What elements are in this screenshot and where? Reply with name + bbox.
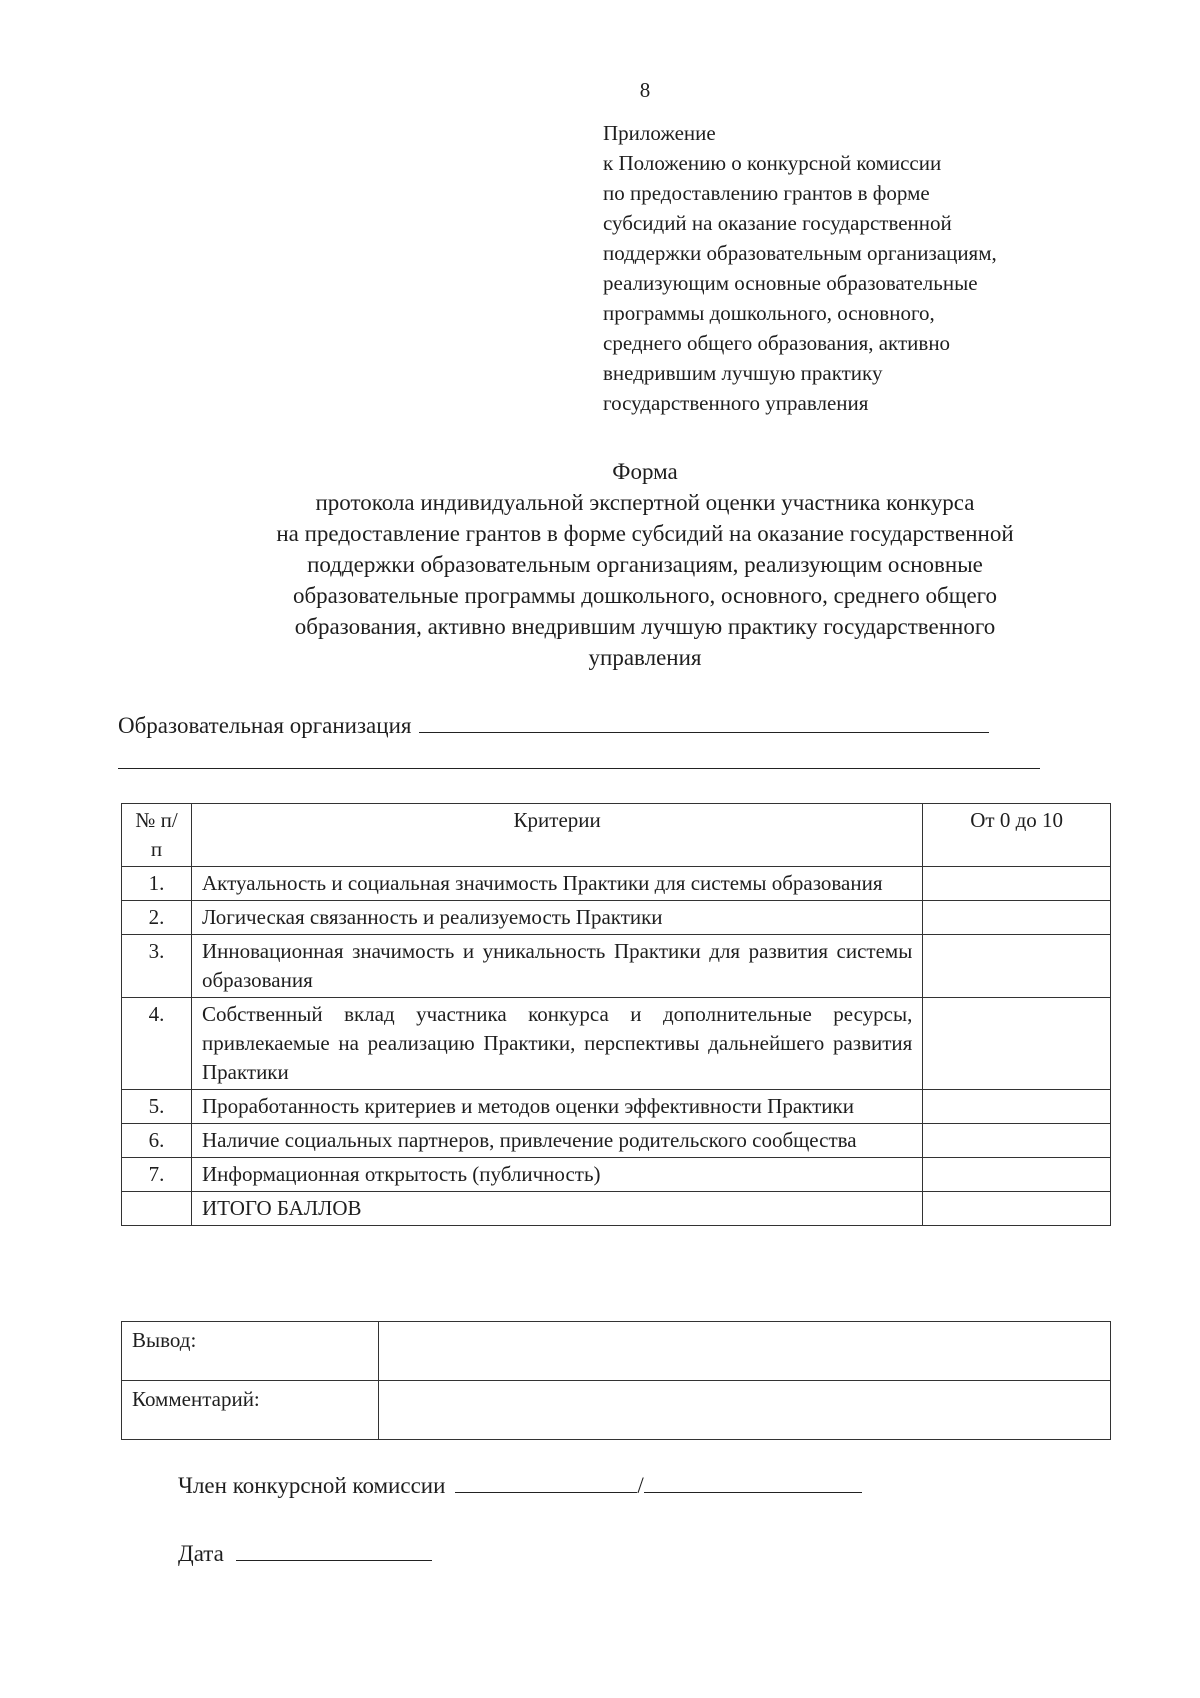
conclusion-label: Вывод:: [122, 1322, 379, 1381]
member-label: Член конкурсной комиссии: [178, 1473, 446, 1498]
form-subtitle-line: образовательные программы дошкольного, основного, среднего общего: [292, 583, 998, 608]
table-row: [122, 901, 1111, 935]
appendix-line: Приложение: [603, 121, 716, 145]
row-num: 2.: [122, 901, 192, 935]
table-row: [122, 1090, 1111, 1124]
criteria-table: [121, 803, 1111, 1226]
form-heading: [200, 456, 1090, 673]
summary-table: [121, 1321, 1111, 1440]
table-row: [122, 867, 1111, 901]
row-criterion: Логическая связанность и реализуемость Практики: [191, 901, 922, 935]
organization-label: Образовательная организация: [118, 713, 412, 738]
appendix-line: по предоставлению грантов в форме: [603, 181, 930, 205]
comment-label: Комментарий:: [122, 1381, 379, 1440]
table-row: [122, 1124, 1111, 1158]
organization-field: [118, 710, 989, 739]
appendix-line: программы дошкольного, основного,: [603, 301, 935, 325]
organization-input-line-2[interactable]: [118, 768, 1040, 769]
score-cell[interactable]: [923, 901, 1111, 935]
total-row: [122, 1192, 1111, 1226]
signature-slash: /: [637, 1473, 644, 1498]
signature-line: [178, 1470, 862, 1499]
appendix-line: внедрившим лучшую практику: [603, 361, 883, 385]
form-subtitle-line: управления: [588, 645, 702, 670]
row-num: 7.: [122, 1158, 192, 1192]
appendix-line: среднего общего образования, активно: [603, 331, 951, 355]
row-criterion: Собственный вклад участника конкурса и дополнительные ресурсы, привлекаемые на реализацию Практики, перспективы дальнейшего развития Практики: [191, 998, 922, 1090]
conclusion-row: [122, 1322, 1111, 1381]
score-cell[interactable]: [923, 1158, 1111, 1192]
date-field: [178, 1538, 432, 1567]
appendix-line: государственного управления: [603, 391, 869, 415]
form-subtitle-line: на предоставление грантов в форме субсидий на оказание государственной: [276, 521, 1014, 546]
table-header-row: [122, 804, 1111, 867]
table-row: [122, 998, 1111, 1090]
table-row: [122, 1158, 1111, 1192]
total-num-cell: [122, 1192, 192, 1226]
date-input-line[interactable]: [236, 1538, 432, 1561]
total-label: ИТОГО БАЛЛОВ: [191, 1192, 922, 1226]
row-num: 3.: [122, 935, 192, 998]
header-num: № п/п: [122, 804, 192, 867]
row-criterion: Наличие социальных партнеров, привлечение родительского сообщества: [191, 1124, 922, 1158]
appendix-line: реализующим основные образовательные: [603, 271, 978, 295]
appendix-line: субсидий на оказание государственной: [603, 211, 952, 235]
row-criterion: Инновационная значимость и уникальность Практики для развития системы образования: [191, 935, 922, 998]
page-number: 8: [639, 78, 651, 102]
appendix-block: [603, 118, 1123, 418]
row-criterion: Актуальность и социальная значимость Практики для системы образования: [191, 867, 922, 901]
score-cell[interactable]: [923, 867, 1111, 901]
header-score: От 0 до 10: [923, 804, 1111, 867]
organization-input-line[interactable]: [419, 710, 989, 733]
conclusion-field[interactable]: [379, 1322, 1111, 1381]
form-subtitle-line: образования, активно внедрившим лучшую практику государственного: [294, 614, 996, 639]
row-num: 1.: [122, 867, 192, 901]
comment-field[interactable]: [379, 1381, 1111, 1440]
comment-row: [122, 1381, 1111, 1440]
row-criterion: Информационная открытость (публичность): [191, 1158, 922, 1192]
score-cell[interactable]: [923, 935, 1111, 998]
appendix-line: поддержки образовательным организациям,: [603, 241, 997, 265]
row-num: 5.: [122, 1090, 192, 1124]
form-title: Форма: [612, 459, 678, 484]
header-criteria: Критерии: [191, 804, 922, 867]
total-score-cell[interactable]: [923, 1192, 1111, 1226]
signature-input-line[interactable]: [455, 1470, 637, 1493]
score-cell[interactable]: [923, 998, 1111, 1090]
score-cell[interactable]: [923, 1090, 1111, 1124]
form-subtitle-line: протокола индивидуальной экспертной оценки участника конкурса: [315, 490, 975, 515]
row-num: 4.: [122, 998, 192, 1090]
date-label: Дата: [178, 1541, 224, 1566]
appendix-line: к Положению о конкурсной комиссии: [603, 151, 942, 175]
row-num: 6.: [122, 1124, 192, 1158]
row-criterion: Проработанность критериев и методов оценки эффективности Практики: [191, 1090, 922, 1124]
score-cell[interactable]: [923, 1124, 1111, 1158]
name-input-line[interactable]: [644, 1470, 862, 1493]
form-subtitle-line: поддержки образовательным организациям, реализующим основные: [307, 552, 983, 577]
table-row: [122, 935, 1111, 998]
